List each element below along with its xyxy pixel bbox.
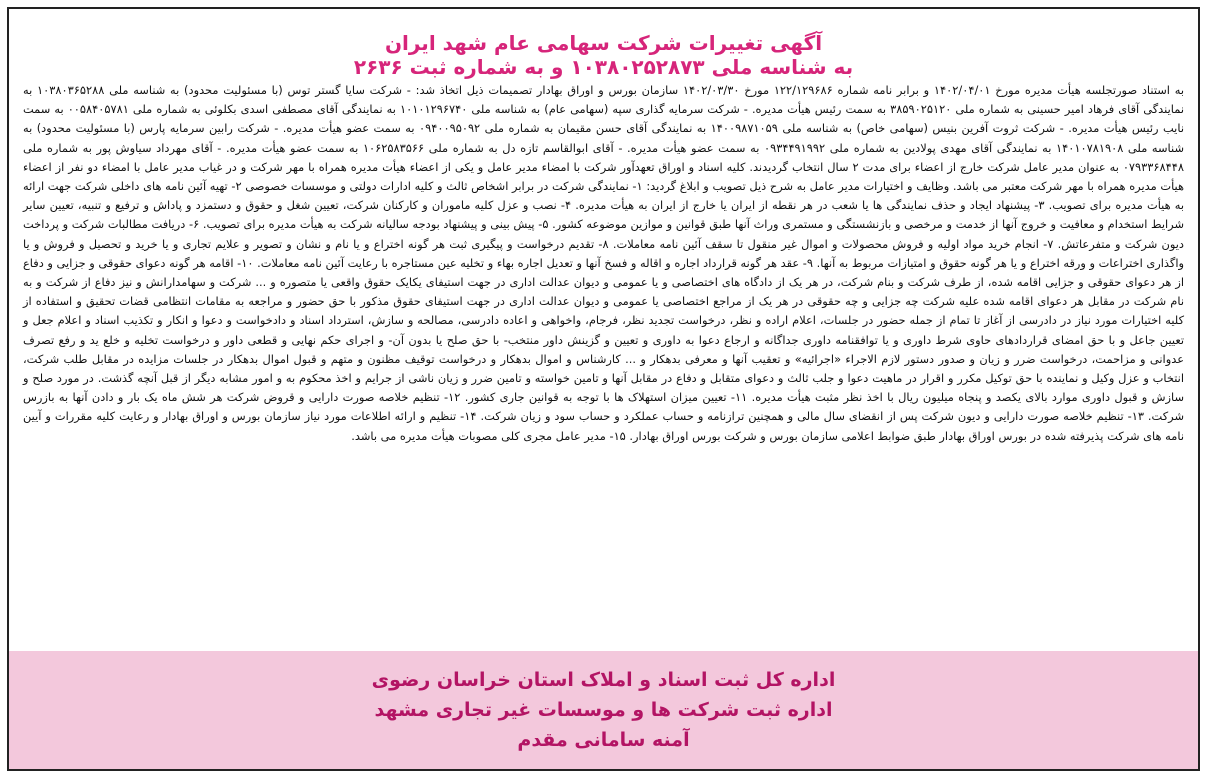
footer-department: اداره ثبت شرکت ها و موسسات غیر تجاری مشهد (374, 699, 833, 721)
notice-title: آگهی تغییرات شرکت سهامی عام شهد ایران (384, 31, 823, 55)
notice-frame (7, 7, 1200, 771)
notice-footer (9, 651, 1198, 769)
notice-subtitle: به شناسه ملی ۱۰۳۸۰۲۵۲۸۷۳ و به شماره ثبت ۲۶۳۶ (353, 55, 854, 79)
notice-header (9, 9, 1198, 79)
footer-office: اداره کل ثبت اسناد و املاک استان خراسان رضوی (371, 669, 836, 691)
notice-body: به استناد صورتجلسه هیأت مدیره مورخ ۱۴۰۲/۰۴/۰۱ و برابر نامه شماره ۱۲۲/۱۲۹۶۸۶ مورخ ۱۴۰۲/۰۳/۳۰ سازمان بورس و اوراق بهادار تصمیمات ذیل اتخاذ شد: - شرکت سایا گستر توس (با مسئولیت محدود) به شناسه ملی ۱۰۳۸۰۳۶۵۲۸۸ به نمایندگی آقای فرهاد امیر حسینی به شماره ملی ۳۸۵۹۰۲۵۱۲۰ به سمت رئیس هیأت مدیره. - شرکت سرمایه گذاری سپه (سهامی عام) به شناسه ملی ۱۰۱۰۱۲۹۶۷۴۰ به نمایندگی آقای مصطفی اسدی بکلوئی به شماره ملی ۰۰۵۸۴۰۵۷۸۱ به سمت نایب رئیس هیأت مدیره. - شرکت ثروت آفرین بنیس (سهامی خاص) به شناسه ملی ۱۴۰۰۹۸۷۱۰۵۹ به نمایندگی آقای حسن مقیمان به شماره ملی ۰۹۴۰۰۹۵۰۹۲ به سمت عضو هیأت مدیره. - شرکت رابین سرمایه پارس (با مسئولیت محدود) به شناسه ملی ۱۴۰۱۰۷۸۱۹۰۸ به نمایندگی آقای مهدی پولادین به شماره ملی ۰۹۳۴۴۹۱۹۹۲ به سمت عضو هیأت مدیره. - آقای ابوالقاسم تازه دل به شماره ملی ۱۰۶۲۵۸۳۵۶۶ به سمت عضو هیأت مدیره. - آقای مهرداد سیاوش پور به شماره ملی ۰۷۹۳۳۶۸۴۴۸ به عنوان مدیر عامل شرکت خارج از اعضاء برای مدت ۲ سال انتخاب گردیدند. کلیه اسناد و اوراق تعهدآور شرکت با امضاء مدیر عامل و یکی از اعضاء هیأت مدیره همراه با مهر شرکت و در غیاب مدیر عامل با امضاء دو نفر از اعضاء هیأت مدیره همراه با مهر شرکت معتبر می باشد. وظایف و اختیارات مدیر عامل به شرح ذیل تصویب و ابلاغ گردید: ۱- نمایندگی شرکت در برابر اشخاص ثالث و کلیه ادارات دولتی و موسسات خصوصی ۲- تهیه آئین نامه های داخلی شرکت جهت ارائه به هیأت مدیره برای تصویب. ۳- پیشنهاد ایجاد و حذف نمایندگی ها یا شعب در هر نقطه از ایران یا خارج از ایران به هیأت مدیره. ۴- نصب و عزل کلیه ماموران و کارکنان شرکت، تعیین شغل و حقوق و دستمزد و پاداش و ترفیع و تنبیه، تعیین سایر شرایط استخدام و معافیت و خروج آنها از خدمت و مرخصی و بازنشستگی و مستمری وراث آنها طبق قوانین و موازین موضوعه کشور. ۵- پیش بینی و پیشنهاد بودجه سالیانه شرکت به هیأت مدیره برای تصویب. ۶- دریافت مطالبات شرکت و پرداخت دیون شرکت و متفرعاتش. ۷- انجام خرید مواد اولیه و فروش محصولات و اموال غیر منقول تا سقف آئین نامه معاملات. ۸- تقدیم درخواست و پیگیری ثبت هر گونه اختراع و یا نام و نشان و تصویر و علایم تجاری و یا خرید و تحصیل و فروش و یا واگذاری اختراعات و ورقه اختراع و یا هر گونه حقوق و امتیازات مربوط به آنها. ۹- عقد هر گونه قرارداد اجاره و اقاله و فسخ آنها و تعدیل اجاره بهاء و تخلیه عین مستاجره با رعایت آئین نامه معاملات. ۱۰- اقامه هر گونه دعوای حقوقی و جزایی و دفاع از هر دعوای حقوقی و جزایی اقامه شده، از طرف شرکت و بنام شرکت، در هر یک از دادگاه های اختصاصی و یا عمومی و دیوان عدالت اداری در جهت استیفای یکایک حقوق واقعی یا متصوره و ... شرکت و سهامدارانش و نیز دفاع از شرکت و به نام شرکت در مقابل هر دعوای اقامه شده علیه شرکت چه جزایی و چه حقوقی در هر یک از مراجع اختصاصی یا عمومی و دیوان عدالت اداری در جهت استیفای حقوق مذکور با حق حضور و مراجعه به مقامات انتظامی قضات تحقیق و استفاده از کلیه اختیارات مورد نیاز در دادرسی از آغاز تا تمام از جمله حضور در جلسات، اعلام اراده و نظر، درخواست تجدید نظر، فرجام، واخواهی و اعاده دادرسی، مصالحه و سازش، استرداد اسناد و دادخواست و دعوا و انکار و تکذیب اسناد و اعلام جعل و تعیین جاعل و با حق امضای قراردادهای حاوی شرط داوری و یا توافقنامه داوری جداگانه و ارجاع دعوا به داوری و تعیین و گزینش داور منتخب- با حق صلح یا بدون آن- و اجرای حکم نهایی و قطعی داور و درخواست تخلیه و خلع ید و رفع تصرف عدوانی و مزاحمت، درخواست ضرر و زیان و صدور دستور لازم الاجراء «اجرائیه» و تعقیب آنها و معرفی بدهکار و ... کارشناس و اموال بدهکار و درخواست توقیف مظنون و متهم و قبول اموال بدهکار در جلسات مزایده در مقابل طلب شرکت، انتخاب و عزل وکیل و نماینده با حق توکیل مکرر و اقرار در ماهیت دعوا و جلب ثالث و دعوای متقابل و دفاع در مقابل آنها و تامین خواسته و تامین ضرر و زیان ناشی از جرایم و اخذ محکوم به و امور مشابه دیگر از قبل آنچه گذشت. در مورد صلح و سازش و قبول داوری موارد بالای یکصد و پنجاه میلیون ریال با اخذ نظر مثبت هیأت مدیره. ۱۱- تعیین میزان استهلاک ها با توجه به قوانین جاری کشور. ۱۲- تنظیم خلاصه صورت دارایی و قروض شرکت هر شش ماه یک بار و دادن آنها به بازرس شرکت. ۱۳- تنظیم خلاصه صورت دارایی و دیون شرکت پس از انقضای سال مالی و همچنین ترازنامه و حساب عملکرد و حساب سود و زیان شرکت. ۱۴- تنظیم و ارائه اطلاعات مورد نیاز سازمان بورس و اوراق بهادار و رعایت کلیه مقررات و آیین نامه های شرکت پذیرفته شده در بورس اوراق بهادار طبق ضوابط اعلامی سازمان بورس و شرکت بورس اوراق بهادار. ۱۵- مدیر عامل مجری کلی مصوبات هیأت مدیره می باشد. (23, 83, 1185, 443)
footer-signatory: آمنه سامانی مقدم (517, 729, 690, 751)
